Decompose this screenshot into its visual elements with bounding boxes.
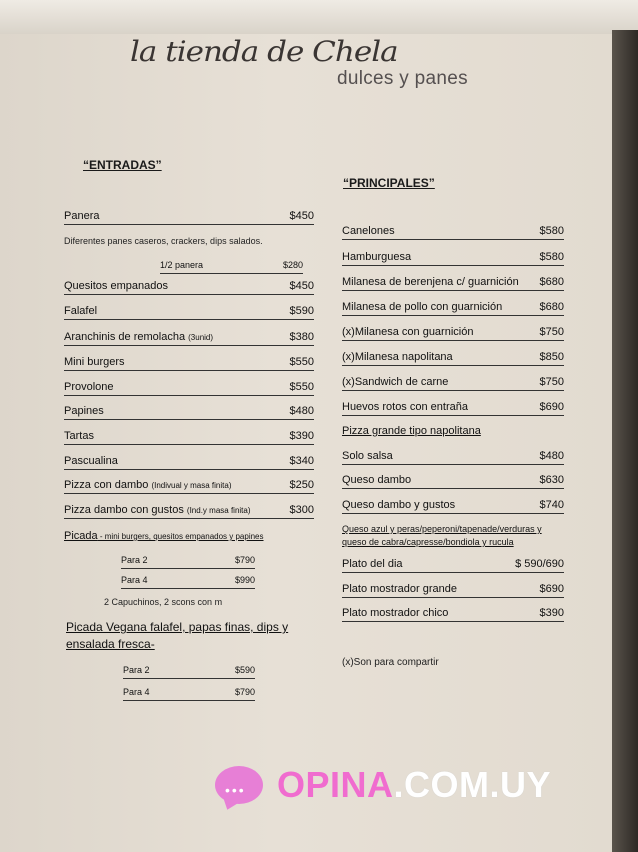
menu-item: Plato mostrador grande $690 (342, 583, 564, 598)
menu-item: Huevos rotos con entraña $690 (342, 401, 564, 416)
tagline: dulces y panes (337, 68, 468, 89)
chat-bubble-icon: ••• (215, 766, 263, 804)
menu-item: Milanesa de berenjena c/ guarnición $680 (342, 276, 564, 291)
menu-item: (x)Milanesa con guarnición $750 (342, 326, 564, 341)
menu-item: Para 2 $590 (123, 664, 255, 679)
menu-item: Queso dambo $630 (342, 474, 564, 489)
menu-item: Provolone $550 (64, 381, 314, 396)
principales-heading: “PRINCIPALES” (343, 176, 435, 190)
picada-title: Picada - mini burgers, quesitos empanados y papines (64, 530, 264, 542)
item-description: Diferentes panes caseros, crackers, dips salados. (64, 236, 263, 246)
entradas-heading: “ENTRADAS” (83, 158, 162, 172)
footnote: (x)Son para compartir (342, 657, 439, 668)
menu-item: Para 4 $790 (123, 686, 255, 701)
menu-item: (x)Sandwich de carne $750 (342, 376, 564, 391)
menu-item: Plato mostrador chico $390 (342, 607, 564, 622)
menu-item: Canelones $580 (342, 225, 564, 240)
menu-item: (x)Milanesa napolitana $850 (342, 351, 564, 366)
menu-item: 1/2 panera $280 (160, 259, 303, 274)
menu-item: Queso dambo y gustos $740 (342, 499, 564, 514)
menu-item: Pascualina $340 (64, 455, 314, 470)
menu-item: Hamburguesa $580 (342, 251, 564, 266)
menu-item: Quesitos empanados $450 (64, 280, 314, 295)
top-edge (0, 0, 638, 34)
background-wall (612, 30, 638, 852)
menu-item: Mini burgers $550 (64, 356, 314, 371)
menu-item: Solo salsa $480 (342, 450, 564, 465)
menu-item: Falafel $590 (64, 305, 314, 320)
item-description: Queso azul y peras/peperoni/tapenade/verduras y queso de cabra/capresse/bondiola y rucula (342, 524, 542, 547)
logo-text: la tienda de Chela (130, 35, 398, 69)
menu-item: Pizza grande tipo napolitana (342, 425, 481, 437)
menu-item: Plato del dia $ 590/690 (342, 558, 564, 573)
menu-item: Pizza dambo con gustos (Ind.y masa finita) $300 (64, 504, 314, 519)
menu-item: Tartas $390 (64, 430, 314, 445)
menu-item: Para 4 $990 (121, 574, 255, 589)
picada-vegana-title: Picada Vegana falafel, papas finas, dips y ensalada fresca- (66, 620, 289, 651)
watermark: ••• OPINA.COM.UY (215, 764, 551, 806)
menu-item: Para 2 $790 (121, 554, 255, 569)
menu-item: Aranchinis de remolacha (3unid) $380 (64, 331, 314, 346)
menu-item: Pizza con dambo (Indivual y masa finita) $250 (64, 479, 314, 494)
menu-item: Milanesa de pollo con guarnición $680 (342, 301, 564, 316)
menu-item: Panera $450 (64, 210, 314, 225)
item-note: 2 Capuchinos, 2 scons con m (104, 597, 223, 607)
menu-item: Papines $480 (64, 405, 314, 420)
